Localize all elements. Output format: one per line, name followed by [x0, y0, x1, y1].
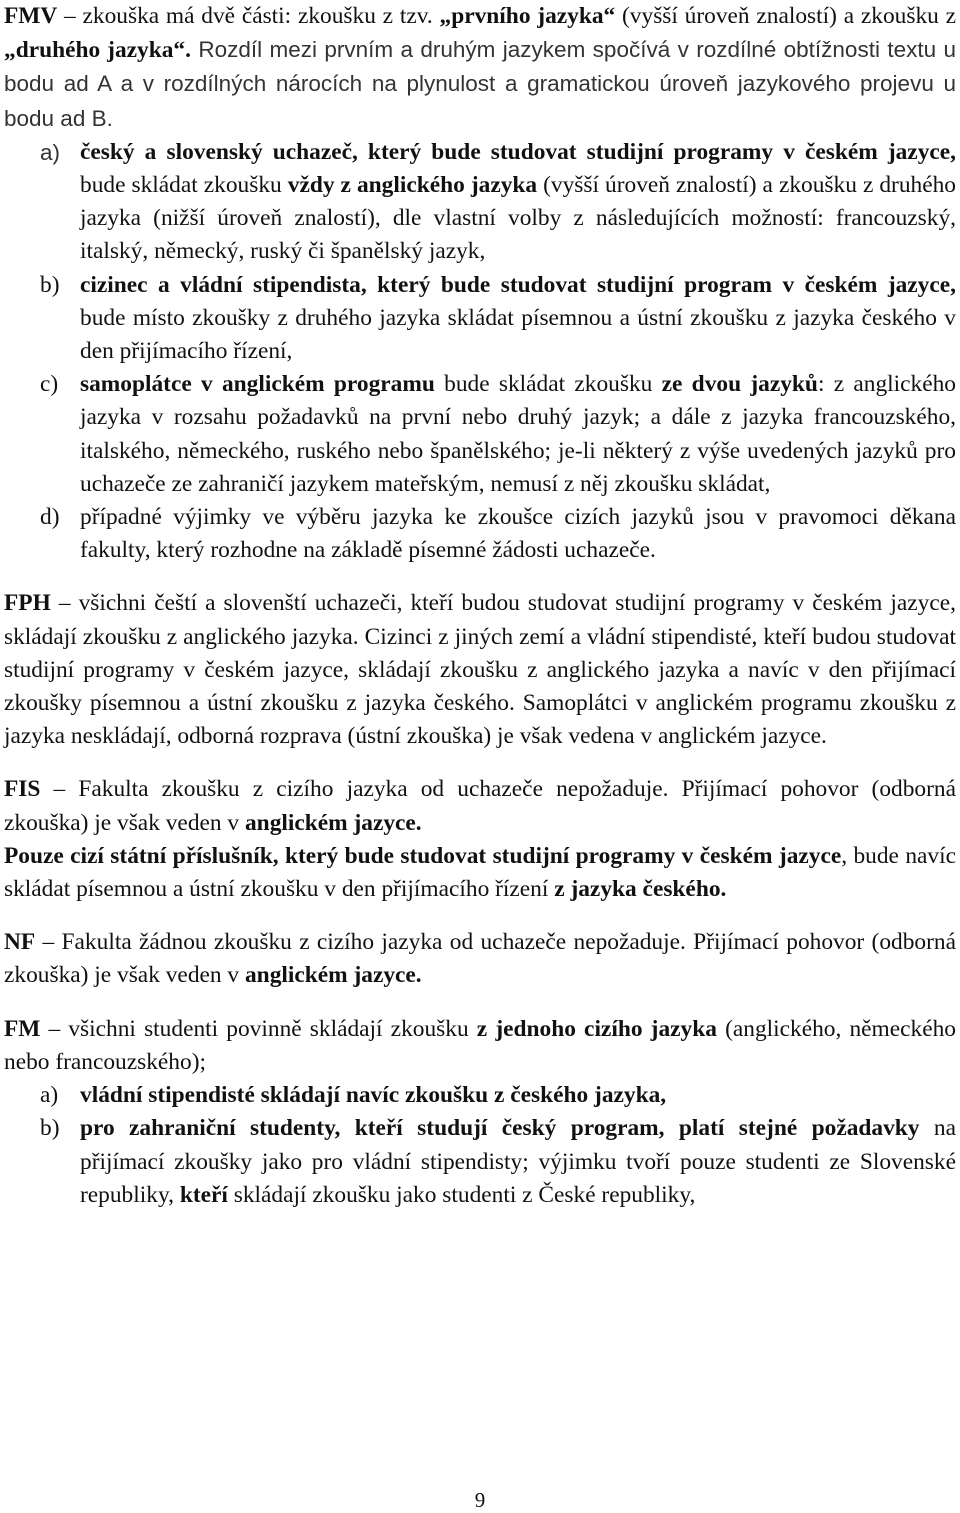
list-label: c)	[40, 371, 59, 398]
fis-p2-text: , bude navíc skládat písemnou a ústní zkoušku v den přijímacího řízení	[4, 842, 956, 903]
nf-bold-end: anglickém jazyce.	[244, 962, 422, 989]
fis-paragraph	[4, 773, 956, 839]
fmv-item-a-text-2: (vyšší úroveň znalostí) a zkoušku z druhého jazyka (nižší úroveň znalostí), dle vlastní volby z následujících možností: francouzský, italský, německý, ruský či španělský jazyk,	[80, 172, 956, 265]
fis-p2-bold: Pouze cizí státní příslušník, který bude studovat studijní programy v českém jazyce	[4, 842, 842, 869]
fph-code: FPH	[4, 590, 51, 617]
fmv-item-d-text: případné výjimky ve výběru jazyka ke zkoušce cizích jazyků jsou v pravomoci děkana fakulty, který rozhodne na základě písemné žádosti uchazeče.	[80, 504, 956, 564]
fmv-item-a-bold-2: vždy z anglického jazyka	[287, 172, 538, 199]
fis-code: FIS	[4, 776, 41, 803]
fmv-item-c-text: bude skládat zkoušku	[434, 371, 662, 398]
fm-item-a-bold: vládní stipendisté skládají navíc zkoušku z českého jazyka,	[80, 1082, 667, 1109]
fis-bold-end: anglickém jazyce.	[244, 809, 422, 836]
fmv-item-c-bold-2: ze dvou jazyků	[661, 371, 818, 398]
fph-text: – všichni čeští a slovenští uchazeči, kteří budou studovat studijní programy v českém jazyce, skládají zkoušku z anglického jazyka. Cizinci z jiných zemí a vládní stipendisté, kteří budou studovat studijní programy v českém jazyce, skládají zkoušku z anglického jazyka a navíc v den přijímací zkoušky písemnou a ústní zkoušku z jazyka českého. Samoplátci v anglickém programu zkoušku z jazyka neskládají, odborná rozprava (ústní zkouška) je však vedena v anglickém jazyce.	[4, 590, 956, 750]
list-label: a)	[40, 139, 61, 165]
fm-text-2: (anglického, německého nebo francouzského);	[4, 1015, 956, 1075]
nf-paragraph	[4, 926, 956, 992]
fm-item-a	[4, 1079, 956, 1112]
fis-paragraph-2	[4, 840, 956, 906]
list-label: b)	[40, 1115, 60, 1142]
fm-item-b-text-2: skládají zkoušku jako studenti z České republiky,	[227, 1181, 696, 1208]
fmv-second-language: „druhého jazyka“.	[4, 37, 191, 64]
list-label: d)	[40, 504, 60, 531]
fmv-intro-1: – zkouška má dvě části: zkoušku z tzv.	[57, 3, 440, 29]
fmv-code: FMV	[4, 3, 58, 29]
fm-code: FM	[4, 1015, 41, 1042]
page-number: 9	[474, 1488, 486, 1512]
fmv-first-language: „prvního jazyka“	[439, 3, 616, 29]
fm-item-b-bold: pro zahraniční studenty, kteří studují český program, platí stejné požadavky	[80, 1115, 920, 1142]
fm-item-b-text: na přijímací zkoušky jako pro vládní stipendisty; výjimku tvoří pouze studenti ze Slovenské republiky,	[80, 1115, 956, 1208]
fis-text: – Fakulta zkoušku z cizího jazyka od uchazeče nepožaduje. Přijímací pohovor (odborná zkouška) je však veden v	[4, 776, 956, 836]
fmv-item-c	[4, 368, 956, 501]
fmv-list	[4, 136, 956, 568]
fmv-item-a-text: bude skládat zkoušku	[80, 172, 288, 199]
fm-text: – všichni studenti povinně skládají zkoušku	[40, 1015, 477, 1042]
list-label: a)	[40, 1082, 59, 1109]
list-label: b)	[40, 271, 60, 298]
fm-list	[4, 1079, 956, 1212]
fm-item-b	[4, 1112, 956, 1212]
fmv-item-d	[4, 501, 956, 567]
fph-paragraph	[4, 587, 956, 753]
fmv-paragraph	[4, 0, 956, 136]
fmv-item-b	[4, 269, 956, 369]
fmv-item-c-text-2: : z anglického jazyka v rozsahu požadavků na první nebo druhý jazyk; a dále z jazyka francouzského, italského, německého, ruského nebo španělského; je-li některý z výše uvedených jazyků pro uchazeče ze zahraničí jazykem mateřským, nemusí z něj zkoušku skládat,	[80, 371, 957, 497]
nf-code: NF	[4, 929, 36, 956]
fm-item-b-bold-2: kteří	[179, 1181, 228, 1208]
fmv-intro-3: Rozdíl mezi prvním a druhým jazykem spočívá v rozdílné obtížnosti textu u bodu ad A a v rozdílných nárocích na plynulost a gramatickou úroveň jazykového projevu u bodu ad B.	[4, 37, 956, 131]
fis-p2-bold-end: z jazyka českého.	[554, 876, 727, 903]
nf-text: – Fakulta žádnou zkoušku z cizího jazyka od uchazeče nepožaduje. Přijímací pohovor (odborná zkouška) je však veden v	[4, 929, 956, 989]
document-page	[4, 0, 956, 1212]
fm-bold: z jednoho cizího jazyka	[476, 1015, 717, 1042]
fmv-item-b-text: bude místo zkoušky z druhého jazyka skládat písemnou a ústní zkoušku z jazyka českého v den přijímacího řízení,	[80, 304, 956, 365]
fmv-item-c-bold: samoplátce v anglickém programu	[80, 371, 435, 398]
fmv-item-b-bold: cizinec a vládní stipendista, který bude studovat studijní program v českém jazyce,	[80, 271, 956, 298]
fmv-intro-2: (vyšší úroveň znalostí) a zkoušku z	[615, 3, 956, 29]
fmv-item-a	[4, 136, 956, 269]
fm-paragraph	[4, 1013, 956, 1079]
fmv-item-a-bold: český a slovenský uchazeč, který bude studovat studijní programy v českém jazyce,	[80, 138, 956, 165]
